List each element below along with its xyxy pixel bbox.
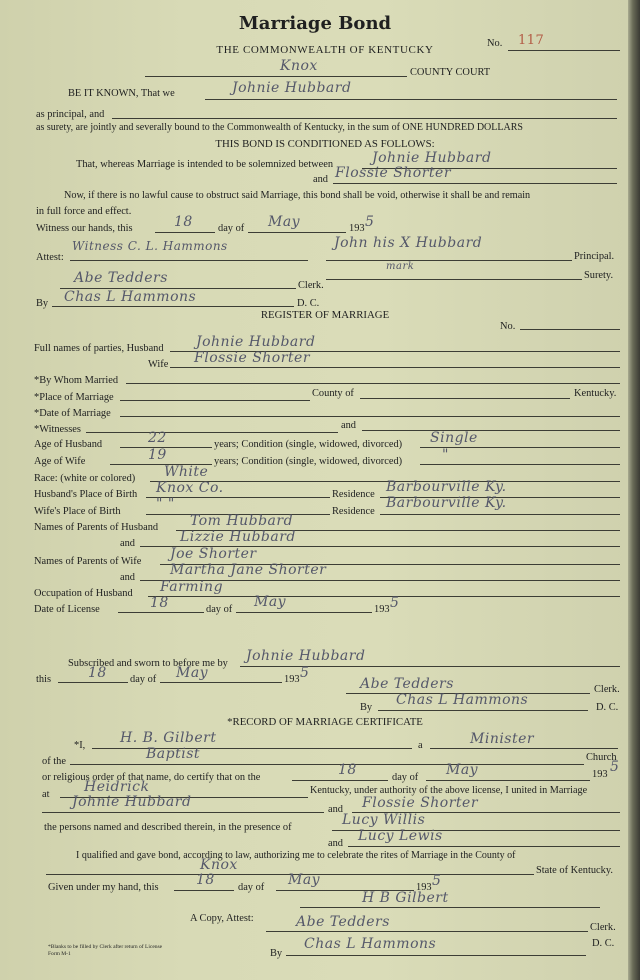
sworn-clerk-signature: Abe Tedders [360, 676, 454, 692]
form-fill-line [362, 430, 620, 431]
kentucky-label: Kentucky. [574, 388, 617, 399]
wife-residence: Barbourville Ky. [386, 495, 507, 511]
license-day: 18 [150, 595, 169, 611]
witnesses-and: and [341, 420, 357, 431]
form-fill-line [360, 398, 570, 399]
commonwealth-heading: THE COMMONWEALTH OF KENTUCKY [216, 44, 434, 56]
form-fill-line [86, 432, 338, 433]
at-label: at [42, 789, 50, 800]
given-year: 5 [432, 873, 442, 889]
cert-clerk-label: Clerk. [590, 922, 616, 933]
form-fill-line [160, 682, 282, 683]
form-fill-line [378, 710, 588, 711]
by-whom-married-label: *By Whom Married [34, 375, 119, 386]
sworn-clerk-label: Clerk. [594, 684, 620, 695]
cert-witness-2: Lucy Lewis [358, 828, 443, 844]
condition-husband: Single [430, 430, 478, 446]
full-names-husband-label: Full names of parties, Husband [34, 343, 164, 354]
footnote-form: Form M-1 [48, 951, 71, 957]
register-no-label: No. [500, 321, 516, 332]
certificate-heading: *RECORD OF MARRIAGE CERTIFICATE [227, 716, 423, 728]
qualified-text: I qualified and gave bond, according to law, authorizing me to celebrate the rites of Marriage in the County of [76, 850, 516, 861]
bond-party-husband: Johnie Hubbard [372, 150, 492, 166]
sworn-year: 5 [300, 665, 310, 681]
bond-party-wife: Flossie Shorter [335, 165, 452, 181]
sworn-month: May [176, 665, 209, 681]
race: White [164, 464, 209, 480]
sworn-text: Subscribed and sworn to before me by [68, 658, 228, 669]
age-wife-label: Age of Wife [34, 456, 86, 467]
bond-year: 5 [365, 214, 375, 230]
of-the-label: of the [42, 756, 66, 767]
husband-residence-label: Residence [332, 489, 375, 500]
bond-clerk-signature: Abe Tedders [74, 270, 168, 286]
form-fill-line [170, 367, 620, 368]
conditioned-heading: THIS BOND IS CONDITIONED AS FOLLOWS: [215, 138, 435, 150]
form-fill-line [42, 812, 324, 813]
day-of-label: day of [218, 223, 245, 234]
as-surety: as surety, are jointly and severally bound to the Commonwealth of Kentucky, in the sum of ONE HUNDRED DOLLARS [36, 122, 523, 133]
form-fill-line [145, 76, 407, 77]
license-month: May [254, 594, 287, 610]
cert-bride: Flossie Shorter [362, 795, 479, 811]
wife-label: Wife [148, 359, 169, 370]
age-husband-label: Age of Husband [34, 439, 103, 450]
given-year-prefix: 193 [416, 882, 432, 893]
sworn-this: this [36, 674, 52, 685]
full-force: in full force and effect. [36, 206, 132, 217]
principal-label: Principal. [574, 251, 615, 262]
cert-and-label: and [328, 804, 344, 815]
date-of-license-label: Date of License [34, 604, 100, 615]
husband-residence: Barbourville Ky. [386, 479, 507, 495]
sworn-dc-signature: Chas L Hammons [396, 692, 529, 708]
cert-by-label: By [270, 948, 283, 959]
county-court-label: COUNTY COURT [410, 67, 491, 78]
parents-wife-and: and [120, 572, 136, 583]
parents-husband-label: Names of Parents of Husband [34, 522, 159, 533]
form-fill-line [420, 447, 620, 448]
form-fill-line [240, 666, 620, 667]
bond-number: 117 [518, 33, 545, 48]
form-fill-line [120, 416, 620, 417]
cert-groom: Johnie Hubbard [72, 794, 192, 810]
county-of-label: County of [312, 388, 354, 399]
cert-witness-1: Lucy Willis [342, 812, 426, 828]
form-fill-line [286, 955, 586, 956]
cert-year: 5 [610, 759, 620, 775]
witnesses-label: *Witnesses [34, 424, 81, 435]
form-fill-line [174, 890, 234, 891]
footnote-blanks: *Blanks to be filled by Clerk after return of License [48, 944, 163, 950]
form-fill-line [426, 780, 590, 781]
and-label: and [313, 174, 329, 185]
given-text: Given under my hand, this [48, 882, 159, 893]
form-fill-line [70, 764, 584, 765]
years-condition-wife: years; Condition (single, widowed, divorced) [214, 456, 403, 467]
form-fill-line [326, 260, 572, 261]
parent-wife-mother: Martha Jane Shorter [170, 562, 327, 578]
bond-month: May [268, 214, 301, 230]
husband-birth-label: Husband's Place of Birth [34, 489, 138, 500]
parent-husband-father: Tom Hubbard [190, 513, 294, 529]
form-fill-line [118, 612, 204, 613]
minister-name: H. B. Gilbert [120, 730, 217, 746]
wife-birth-label: Wife's Place of Birth [34, 506, 121, 517]
form-fill-line [58, 682, 128, 683]
years-condition-husband: years; Condition (single, widowed, divorced) [214, 439, 403, 450]
cert-day-of: day of [392, 772, 419, 783]
parents-husband-and: and [120, 538, 136, 549]
form-fill-line [430, 748, 618, 749]
form-fill-line [333, 183, 617, 184]
form-fill-line [92, 748, 412, 749]
wife-birthplace: " " [156, 496, 175, 512]
bond-year-prefix: 193 [349, 223, 365, 234]
form-fill-line [120, 400, 310, 401]
bond-dc-signature: Chas L Hammons [64, 289, 197, 305]
be-it-known: BE IT KNOWN, That we [68, 88, 175, 99]
sworn-by-label: By [360, 702, 373, 713]
void-text: Now, if there is no lawful cause to obstruct said Marriage, this bond shall be void, otherwise it shall be and remain [64, 190, 531, 201]
bond-by-label: By [36, 298, 49, 309]
whereas-text: That, whereas Marriage is intended to be solemnized between [76, 159, 334, 170]
husband-birthplace: Knox Co. [156, 480, 224, 496]
sworn-dc-label: D. C. [596, 702, 619, 713]
form-fill-line [70, 260, 308, 261]
form-fill-line [300, 907, 600, 908]
cert-a-label: a [418, 740, 423, 751]
page-edge-shadow [628, 0, 640, 980]
parents-wife-label: Names of Parents of Wife [34, 556, 142, 567]
witness-hands: Witness our hands, this [36, 223, 133, 234]
cert-dc-signature: Chas L Hammons [304, 936, 437, 952]
sworn-year-prefix: 193 [284, 674, 300, 685]
bond-clerk-label: Clerk. [298, 280, 324, 291]
license-year-prefix: 193 [374, 604, 390, 615]
age-husband: 22 [148, 430, 167, 446]
sworn-name: Johnie Hubbard [246, 648, 366, 664]
register-husband-name: Johnie Hubbard [196, 334, 316, 350]
form-fill-line [292, 780, 388, 781]
form-fill-line [326, 279, 582, 280]
cert-place: Heidrick [84, 779, 150, 795]
cert-clerk-signature: Abe Tedders [296, 914, 390, 930]
license-year: 5 [390, 595, 400, 611]
cert-county: Knox [200, 857, 238, 873]
form-fill-line [205, 99, 617, 100]
religious-order-text: or religious order of that name, do certify that on the [42, 772, 261, 783]
form-fill-line [112, 118, 617, 119]
form-fill-line [508, 50, 620, 51]
given-day: 18 [196, 872, 215, 888]
form-fill-line [155, 232, 215, 233]
kentucky-authority-text: Kentucky, under authority of the above license, I united in Marriage [310, 785, 588, 796]
register-heading: REGISTER OF MARRIAGE [260, 309, 390, 321]
attest-signature: Witness C. L. Hammons [72, 239, 228, 253]
cert-dc-label: D. C. [592, 938, 615, 949]
principal-mark: mark [386, 261, 415, 272]
document-title: Marriage Bond [238, 13, 392, 34]
bond-principal-name: Johnie Hubbard [232, 80, 352, 96]
form-fill-line [126, 383, 620, 384]
cert-month: May [446, 762, 479, 778]
sworn-day: 18 [88, 665, 107, 681]
form-fill-line [236, 612, 372, 613]
place-of-marriage-label: *Place of Marriage [34, 392, 114, 403]
cert-witness-and: and [328, 838, 344, 849]
form-fill-line [248, 232, 346, 233]
race-label: Race: (white or colored) [34, 473, 136, 484]
license-day-of: day of [206, 604, 233, 615]
church-label: Church [586, 752, 617, 763]
form-fill-line [348, 846, 620, 847]
register-wife-name: Flossie Shorter [194, 350, 311, 366]
form-fill-line [520, 329, 620, 330]
given-month: May [288, 872, 321, 888]
form-fill-line [148, 596, 620, 597]
form-fill-line [380, 514, 620, 515]
bond-number-label: No. [487, 38, 503, 49]
bond-day: 18 [174, 214, 193, 230]
parent-wife-father: Joe Shorter [170, 546, 257, 562]
surety-label: Surety. [584, 270, 614, 281]
copy-attest-label: A Copy, Attest: [190, 913, 254, 924]
form-fill-line [52, 306, 294, 307]
form-fill-line [420, 464, 620, 465]
minister-title: Minister [470, 731, 535, 747]
bond-dc-label: D. C. [297, 298, 320, 309]
attest-label: Attest: [36, 252, 64, 263]
occupation: Farming [160, 579, 224, 595]
state-label: State of Kentucky. [536, 865, 613, 876]
form-fill-line [266, 931, 588, 932]
cert-day: 18 [338, 762, 357, 778]
occupation-label: Occupation of Husband [34, 588, 133, 599]
church-name: Baptist [146, 746, 201, 762]
persons-named-text: the persons named and described therein, in the presence of [44, 822, 292, 833]
wife-residence-label: Residence [332, 506, 375, 517]
condition-wife: " [442, 447, 449, 463]
cert-i-label: *I, [74, 740, 86, 751]
minister-signature: H B Gilbert [362, 890, 449, 906]
bond-county: Knox [280, 58, 318, 74]
given-day-of: day of [238, 882, 265, 893]
parent-husband-mother: Lizzie Hubbard [180, 529, 296, 545]
cert-year-prefix: 193 [592, 769, 608, 780]
principal-signature: John his X Hubbard [334, 235, 483, 251]
age-wife: 19 [148, 447, 167, 463]
date-of-marriage-label: *Date of Marriage [34, 408, 111, 419]
sworn-day-of: day of [130, 674, 157, 685]
as-principal: as principal, and [36, 109, 105, 120]
